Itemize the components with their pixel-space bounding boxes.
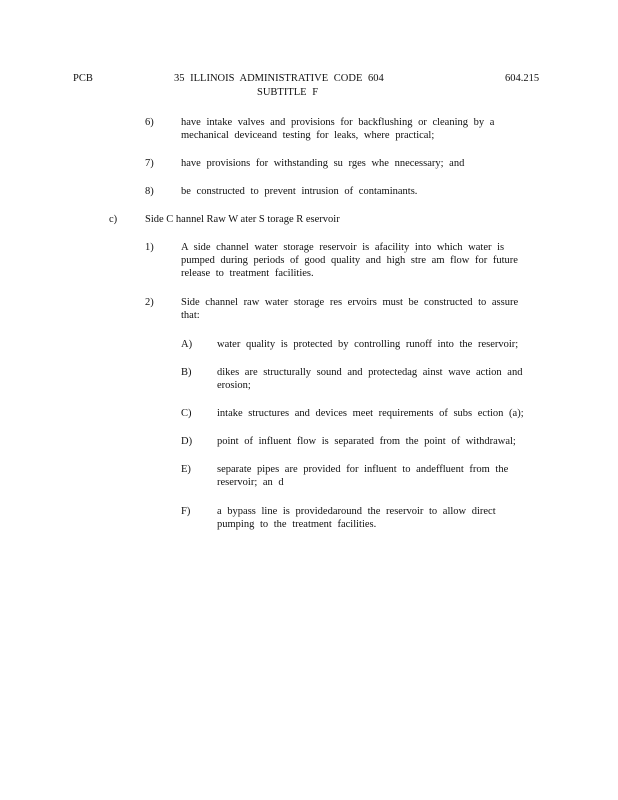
subitem-text: a bypass line is providedaround the reservoir to allow direct pumping to the treatment facilities. <box>217 506 496 530</box>
section-label: c) <box>109 214 118 225</box>
header-center-line1: 35 ILLINOIS ADMINISTRATIVE CODE 604 <box>174 73 384 84</box>
item-text: A side channel water storage reservoir is afacility into which water is pumped during periods of good quality and high stre am flow for future release to treatment facilities. <box>181 242 518 279</box>
subitem-text: dikes are structurally sound and protectedag ainst wave action and erosion; <box>217 367 523 391</box>
subitem-text: intake structures and devices meet requirements of subs ection (a); <box>217 408 524 419</box>
item-text: Side channel raw water storage res ervoirs must be constructed to assure that: <box>181 297 519 321</box>
item-number: 2) <box>145 297 154 308</box>
subitem-label: E) <box>181 464 191 475</box>
item-text: have provisions for withstanding su rges whe nnecessary; and <box>181 158 465 169</box>
subitem-text: separate pipes are provided for influent to andeffluent from the reservoir; an d <box>217 464 509 488</box>
subitem-label: C) <box>181 408 192 419</box>
subitem-label: F) <box>181 506 191 517</box>
item-number: 1) <box>145 242 154 253</box>
header-center-line2: SUBTITLE F <box>257 87 319 98</box>
item-text: have intake valves and provisions for backflushing or cleaning by a mechanical deviceand testing for leaks, where practical; <box>181 117 495 141</box>
item-number: 6) <box>145 117 154 128</box>
header-left: PCB <box>73 73 93 84</box>
subitem-text: water quality is protected by controlling runoff into the reservoir; <box>217 339 519 350</box>
item-number: 7) <box>145 158 154 169</box>
header-right: 604.215 <box>505 73 540 84</box>
subitem-label: D) <box>181 436 193 447</box>
subitem-label: B) <box>181 367 192 378</box>
subitem-label: A) <box>181 339 193 350</box>
item-text: be constructed to prevent intrusion of contaminants. <box>181 186 418 197</box>
subitem-text: point of influent flow is separated from the point of withdrawal; <box>217 436 516 447</box>
item-number: 8) <box>145 186 154 197</box>
section-title: Side C hannel Raw W ater S torage R eservoir <box>145 214 340 225</box>
